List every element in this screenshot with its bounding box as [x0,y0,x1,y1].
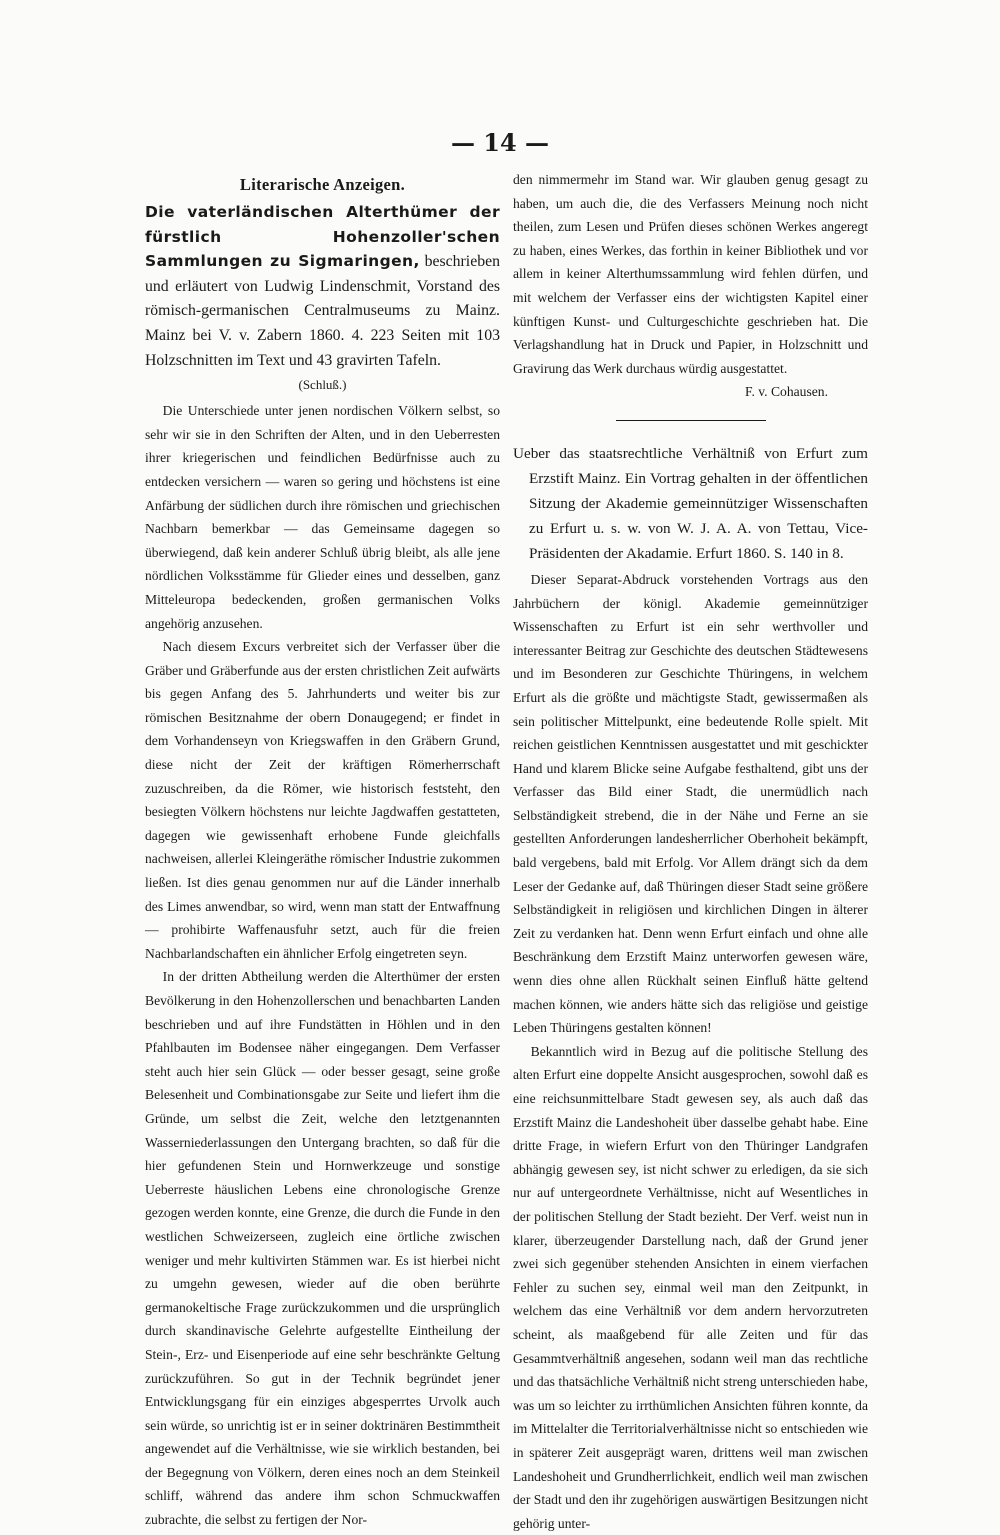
left-column [145,168,500,1532]
book-details: beschrieben und erläutert von Ludwig Lindenschmit, Vorstand des römisch-germanischen Centralmuseums zu Mainz. Mainz bei V. v. Zabern 1860. 4. 223 Seiten mit 103 Holzschnitten im Text und 43 gravirten Tafeln. [145,253,501,369]
body-paragraph: Nach diesem Excurs verbreitet sich der Verfasser über die Gräber und Gräberfunde aus der ersten christlichen Zeit aufwärts bis gegen Anfang des 5. Jahrhunderts und weiter bis zur römischen Besitznahme der obern Donaugegend; er findet in dem Vorhandenseyn von Kriegswaffen in den Gräbern Grund, diese nicht der Zeit der kräftigen Römerherrschaft zuzuschreiben, da die Römer, wie historisch feststeht, den besiegten Völkern höchstens nur leichte Jagdwaffen gestatteten, dagegen wie gewissenhaft erhobene Funde gleichfalls nachweisen, allerlei Kleingeräthe römischer Industrie zukommen ließen. Ist dies genau genommen nur auf die Länder innerhalb des Limes anwendbar, so wird, wenn man statt der Entwaffnung — prohibirte Waffenausfuhr setzt, auch für die freien Nachbarlandschaften ein ähnlicher Erfolg eingetreten seyn. [145,639,500,961]
conclusion-note: (Schluß.) [298,377,347,393]
section-divider [616,420,766,421]
author-signature: F. v. Cohausen. [745,384,828,400]
body-paragraph: Die Unterschiede unter jenen nordischen Völkern selbst, so sehr wir sie in den Schriften der Alten, und in den Ueberresten ihrer kriegerischen und feindlichen Bedürfnisse auch zu entdecken versichern — waren so gering und höchstens ist eine Anfärbung der südlichen durch ihre römischen und griechischen Nachbarn bemerkbar — das Gemeinsame dagegen so überwiegend, daß kein anderer Schluß übrig bleibt, als alle jene nördlichen Volksstämme für Glieder eines und desselben, ganz Mitteleuropa bedeckenden, großen germanischen Volks angehörig anzusehen. [145,403,500,631]
right-column [513,168,868,1535]
body-paragraph: In der dritten Abtheilung werden die Alterthümer der ersten Bevölkerung in den Hohenzollerschen und benachbarten Landen beschrieben und auf ihre Fundstätten in Höhlen und in den Pfahlbauten im Bodensee näher eingegangen. Dem Verfasser steht auch hier sein Glück — oder besser gesagt, seine große Belesenheit und Combinationsgabe zur Seite und liefert ihm die Gründe, um selbst die Zeit, welche den letztgenannten Wasserniederlassungen den Untergang brachten, so daß für die hier gefundenen Stein und Hornwerkzeuge und sonstige Ueberreste häuslichen Lebens eine chronologische Grenze gezogen werden konnte, eine Grenze, die durch die Funde in den westlichen Schweizerseen, zugleich eine örtliche zwischen weniger und mehr kultivirten Stämmen war. Es ist hierbei nicht zu umgehn gewesen, wieder auf die oben berührte germanokeltische Frage zurückzukommen und die ursprünglich durch skandinavische Gelehrte aufgestellte Eintheilung der Stein-, Erz- und Eisenperiode auf eine sehr beschränkte Geltung zurückzuführen. So gut in der Technik begründet jener Entwicklungsgang für ein einziges abgesperrtes Urvolk auch sein würde, so unrichtig ist er in seiner doktrinären Bestimmtheit angewendet auf die Verhältnisse, wie sie wirklich bestanden, bei der Begegnung von Völkern, deren eines noch an dem Steinkeil schliff, während das andere ihm schon Schmuckwaffen zubrachte, die selbst zu fertigen der Nor- [145,969,500,1528]
body-paragraph: Dieser Separat-Abdruck vorstehenden Vortrags aus den Jahrbüchern der königl. Akademie gemeinnütziger Wissenschaften zu Erfurt ist ein sehr werthvoller und interessanter Beitrag zur Geschichte des deutschen Städtewesens und im Besonderen zur Geschichte Thüringens, in welchem Erfurt als die größte und mächtigste Stadt, gewissermaßen als sein politischer Mittelpunkt, eine bedeutende Rolle spielt. Mit reichen geistlichen Kenntnissen ausgestattet und mit geschickter Hand und klarem Blicke seine Aufgabe festhaltend, gibt uns der Verfasser das Bild einer Stadt, die unermüdlich nach Selbständigkeit strebend, die in der Nähe und Ferne an sie gestellten Anforderungen landesherrlicher Oberhoheit bekämpft, bald vergebens, bald mit Erfolg. Vor Allem drängt sich da dem Leser der Gedanke auf, daß Thüringen dieser Stadt seine größere Selbständigkeit in religiösen und kirchlichen Dingen in älterer Zeit zu verdanken hat. Denn wenn Erfurt einfach und ohne alle Beschränkung dem Erzstift Mainz unterworfen gewesen wäre, wenn dies ohne allen Rückhalt seinen Einfluß hätte geltend machen können, wie anders hätte sich das religiöse und geistige Leben Thüringens gestalten können! [513,571,868,1036]
continuation-paragraph: den nimmermehr im Stand war. Wir glauben genug gesagt zu haben, um auch die, die des Verfassers Meinung noch nicht theilen, zum Lesen und Prüfen dieses schönen Werkes angeregt zu haben, eines Werkes, das forthin in keiner Bibliothek und vor allem in keiner Alterthumssammlung wird fehlen dürfen, und mit welchem der Verfasser eins der wichtigsten Kapitel einer künftigen Kunst- und Culturgeschichte geschrieben hat. Die Verlagshandlung hat in Druck und Papier, in Holzschnitt und Gravirung das Werk durchaus würdig ausgestattet. [513,172,868,376]
page-number: — 14 — [450,128,550,157]
second-book-title [513,441,868,566]
book-title: Die vaterländischen Alterthümer der fürstlich Hohenzoller'schen Sammlungen zu Sigmaringen, [145,203,500,271]
second-book-title-text: Ueber das staatsrechtliche Verhältniß von Erfurt zum Erzstift Mainz. Ein Vortrag gehalten in der öffentlichen Sitzung der Akademie gemeinnütziger Wissenschaften zu Erfurt u. s. w. von W. J. A. A. von Tettau, Vice-Präsidenten der Akadamie. Erfurt 1860. S. 140 in 8. [513,444,868,562]
body-paragraph: Bekanntlich wird in Bezug auf die politische Stellung des alten Erfurt eine doppelte Ansicht ausgesprochen, sowohl daß es eine reichsunmittelbare Stadt gewesen sey, als auch daß das Erzstift Mainz die Landeshoheit über dasselbe gehabt habe. Eine dritte Frage, in wiefern Erfurt von den Thüringer Landgrafen abhängig gewesen sey, ist nicht schwer zu erledigen, da sie sich nur auf untergeordnete Verhältnisse, nicht auf Wesentliches in der politischen Stellung der Stadt bezieht. Der Verf. weist nun in klarer, überzeugender Darstellung nach, daß der Grund jener zwei sich gegenüber stehenden Ansichten in einem vierfachen Fehler zu suchen sey, einmal weil man den Zeitpunkt, in welchem das eine Verhältniß vor dem andern hervorzutreten scheint, als maaßgebend für alle Zeiten und für das Gesammtverhältniß angesehen, sodann weil man das rechtliche und das thatsächliche Verhältniß nicht streng unterschieden habe, was um so leichter zu irrthümlichen Ansichten führen konnte, da im Mittelalter die Territorialverhältnisse nicht so entschieden wie in späterer Zeit ausgeprägt waren, drittens weil man zwischen Landeshoheit und Grundherrlichkeit, endlich weil man zwischen der Stadt und den ihr zugehörigen auswärtigen Besitzungen nicht gehörig unter- [513,1043,868,1531]
section-heading: Literarische Anzeigen. [239,175,406,194]
book-entry-header [145,200,500,373]
